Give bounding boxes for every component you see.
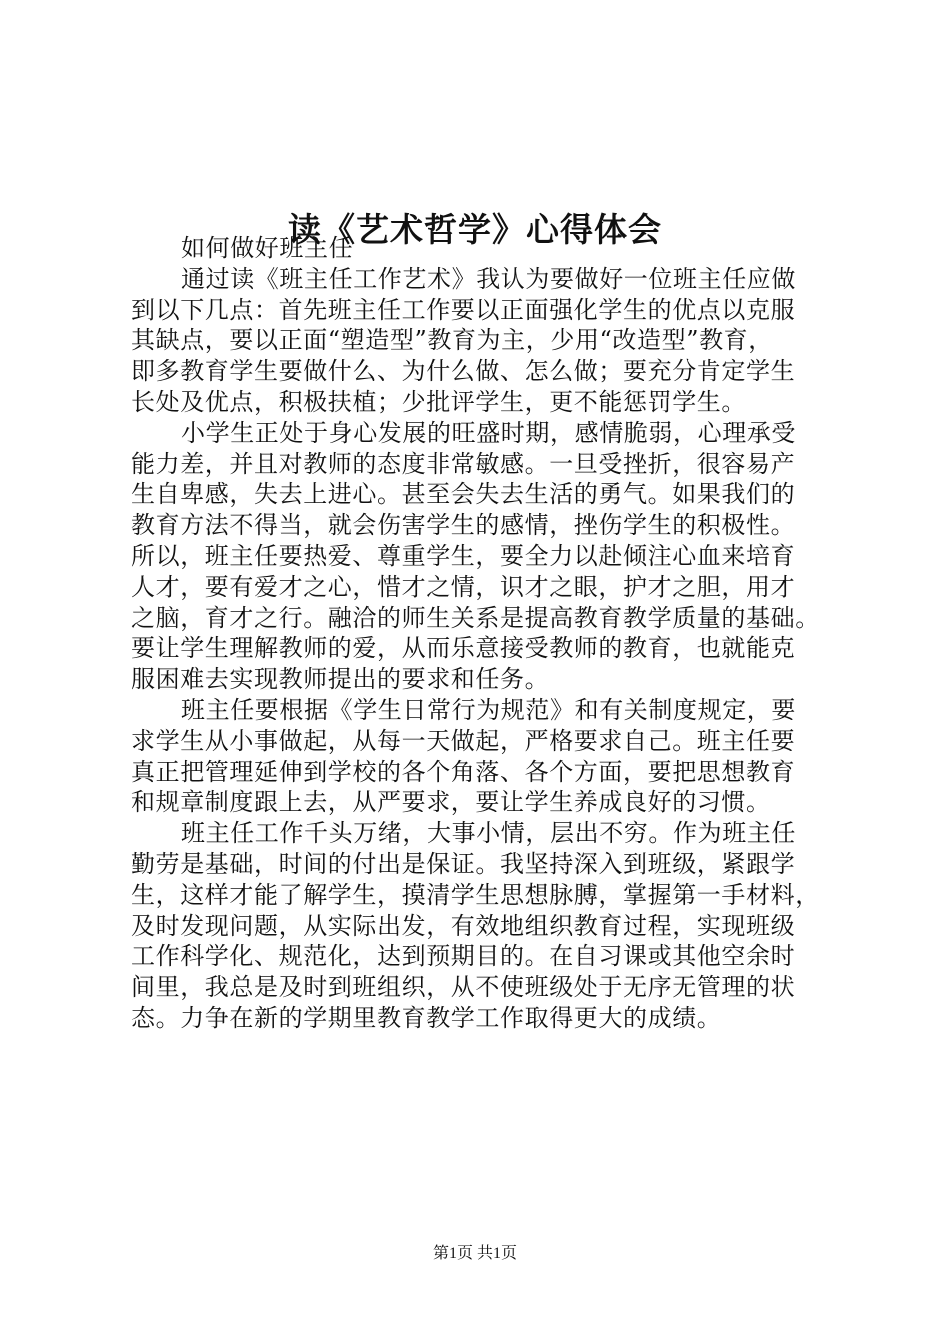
- body-text-line: 长处及优点，积极扶植；少批评学生，更不能惩罚学生。: [131, 387, 746, 416]
- document-body: [131, 233, 851, 1034]
- body-text-line: 通过读《班主任工作艺术》我认为要做好一位班主任应做: [181, 264, 796, 293]
- body-text-line: 态。力争在新的学期里教育教学工作取得更大的成绩。: [131, 1003, 722, 1032]
- body-lines: [131, 233, 851, 1034]
- body-text-line: 及时发现问题，从实际出发，有效地组织教育过程，实现班级: [131, 911, 796, 940]
- body-text-line: 教育方法不得当，就会伤害学生的感情，挫伤学生的积极性。: [131, 511, 796, 540]
- body-text-line: 人才，要有爱才之心，惜才之情，识才之眼，护才之胆，用才: [131, 572, 796, 601]
- body-text-line: 如何做好班主任: [181, 234, 354, 262]
- body-text-line: 小学生正处于身心发展的旺盛时期，感情脆弱，心理承受: [181, 418, 796, 447]
- body-text-line: 到以下几点：首先班主任工作要以正面强化学生的优点以克服: [131, 295, 796, 324]
- body-text-line: 工作科学化、规范化，达到预期目的。在自习课或其他空余时: [131, 942, 796, 971]
- page-title: 读《艺术哲学》心得体会: [288, 210, 662, 250]
- body-text-line: 求学生从小事做起，从每一天做起，严格要求自己。班主任要: [131, 726, 796, 755]
- body-text-line: 服困难去实现教师提出的要求和任务。: [131, 665, 550, 694]
- body-text-line: 间里，我总是及时到班组织，从不使班级处于无序无管理的状: [131, 973, 796, 1002]
- body-text-line: 之脑，育才之行。融洽的师生关系是提高教育教学质量的基础。: [131, 603, 820, 632]
- body-text-line: 班主任要根据《学生日常行为规范》和有关制度规定，要: [181, 695, 796, 724]
- body-text-line: 所以，班主任要热爱、尊重学生，要全力以赴倾注心血来培育: [131, 541, 796, 570]
- body-text-line: 生自卑感，失去上进心。甚至会失去生活的勇气。如果我们的: [131, 480, 796, 509]
- body-text-line: 即多教育学生要做什么、为什么做、怎么做；要充分肯定学生: [131, 357, 796, 386]
- body-text-line: 生，这样才能了解学生，摸清学生思想脉膊，掌握第一手材料，: [131, 880, 820, 909]
- body-text-line: 真正把管理延伸到学校的各个角落、各个方面，要把思想教育: [131, 757, 796, 786]
- body-text-line: 要让学生理解教师的爱，从而乐意接受教师的教育，也就能克: [131, 634, 796, 663]
- body-text-line: 勤劳是基础，时间的付出是保证。我坚持深入到班级，紧跟学: [131, 849, 796, 878]
- page-footer: 第1页 共1页: [432, 1245, 517, 1262]
- body-text-line: 其缺点，要以正面“塑造型”教育为主，少用“改造型”教育，: [131, 326, 773, 355]
- body-text-line: 班主任工作千头万绪，大事小情，层出不穷。作为班主任: [181, 819, 796, 848]
- body-text-line: 能力差，并且对教师的态度非常敏感。一旦受挫折，很容易产: [131, 449, 796, 478]
- body-text-line: 和规章制度跟上去，从严要求，要让学生养成良好的习惯。: [131, 788, 771, 817]
